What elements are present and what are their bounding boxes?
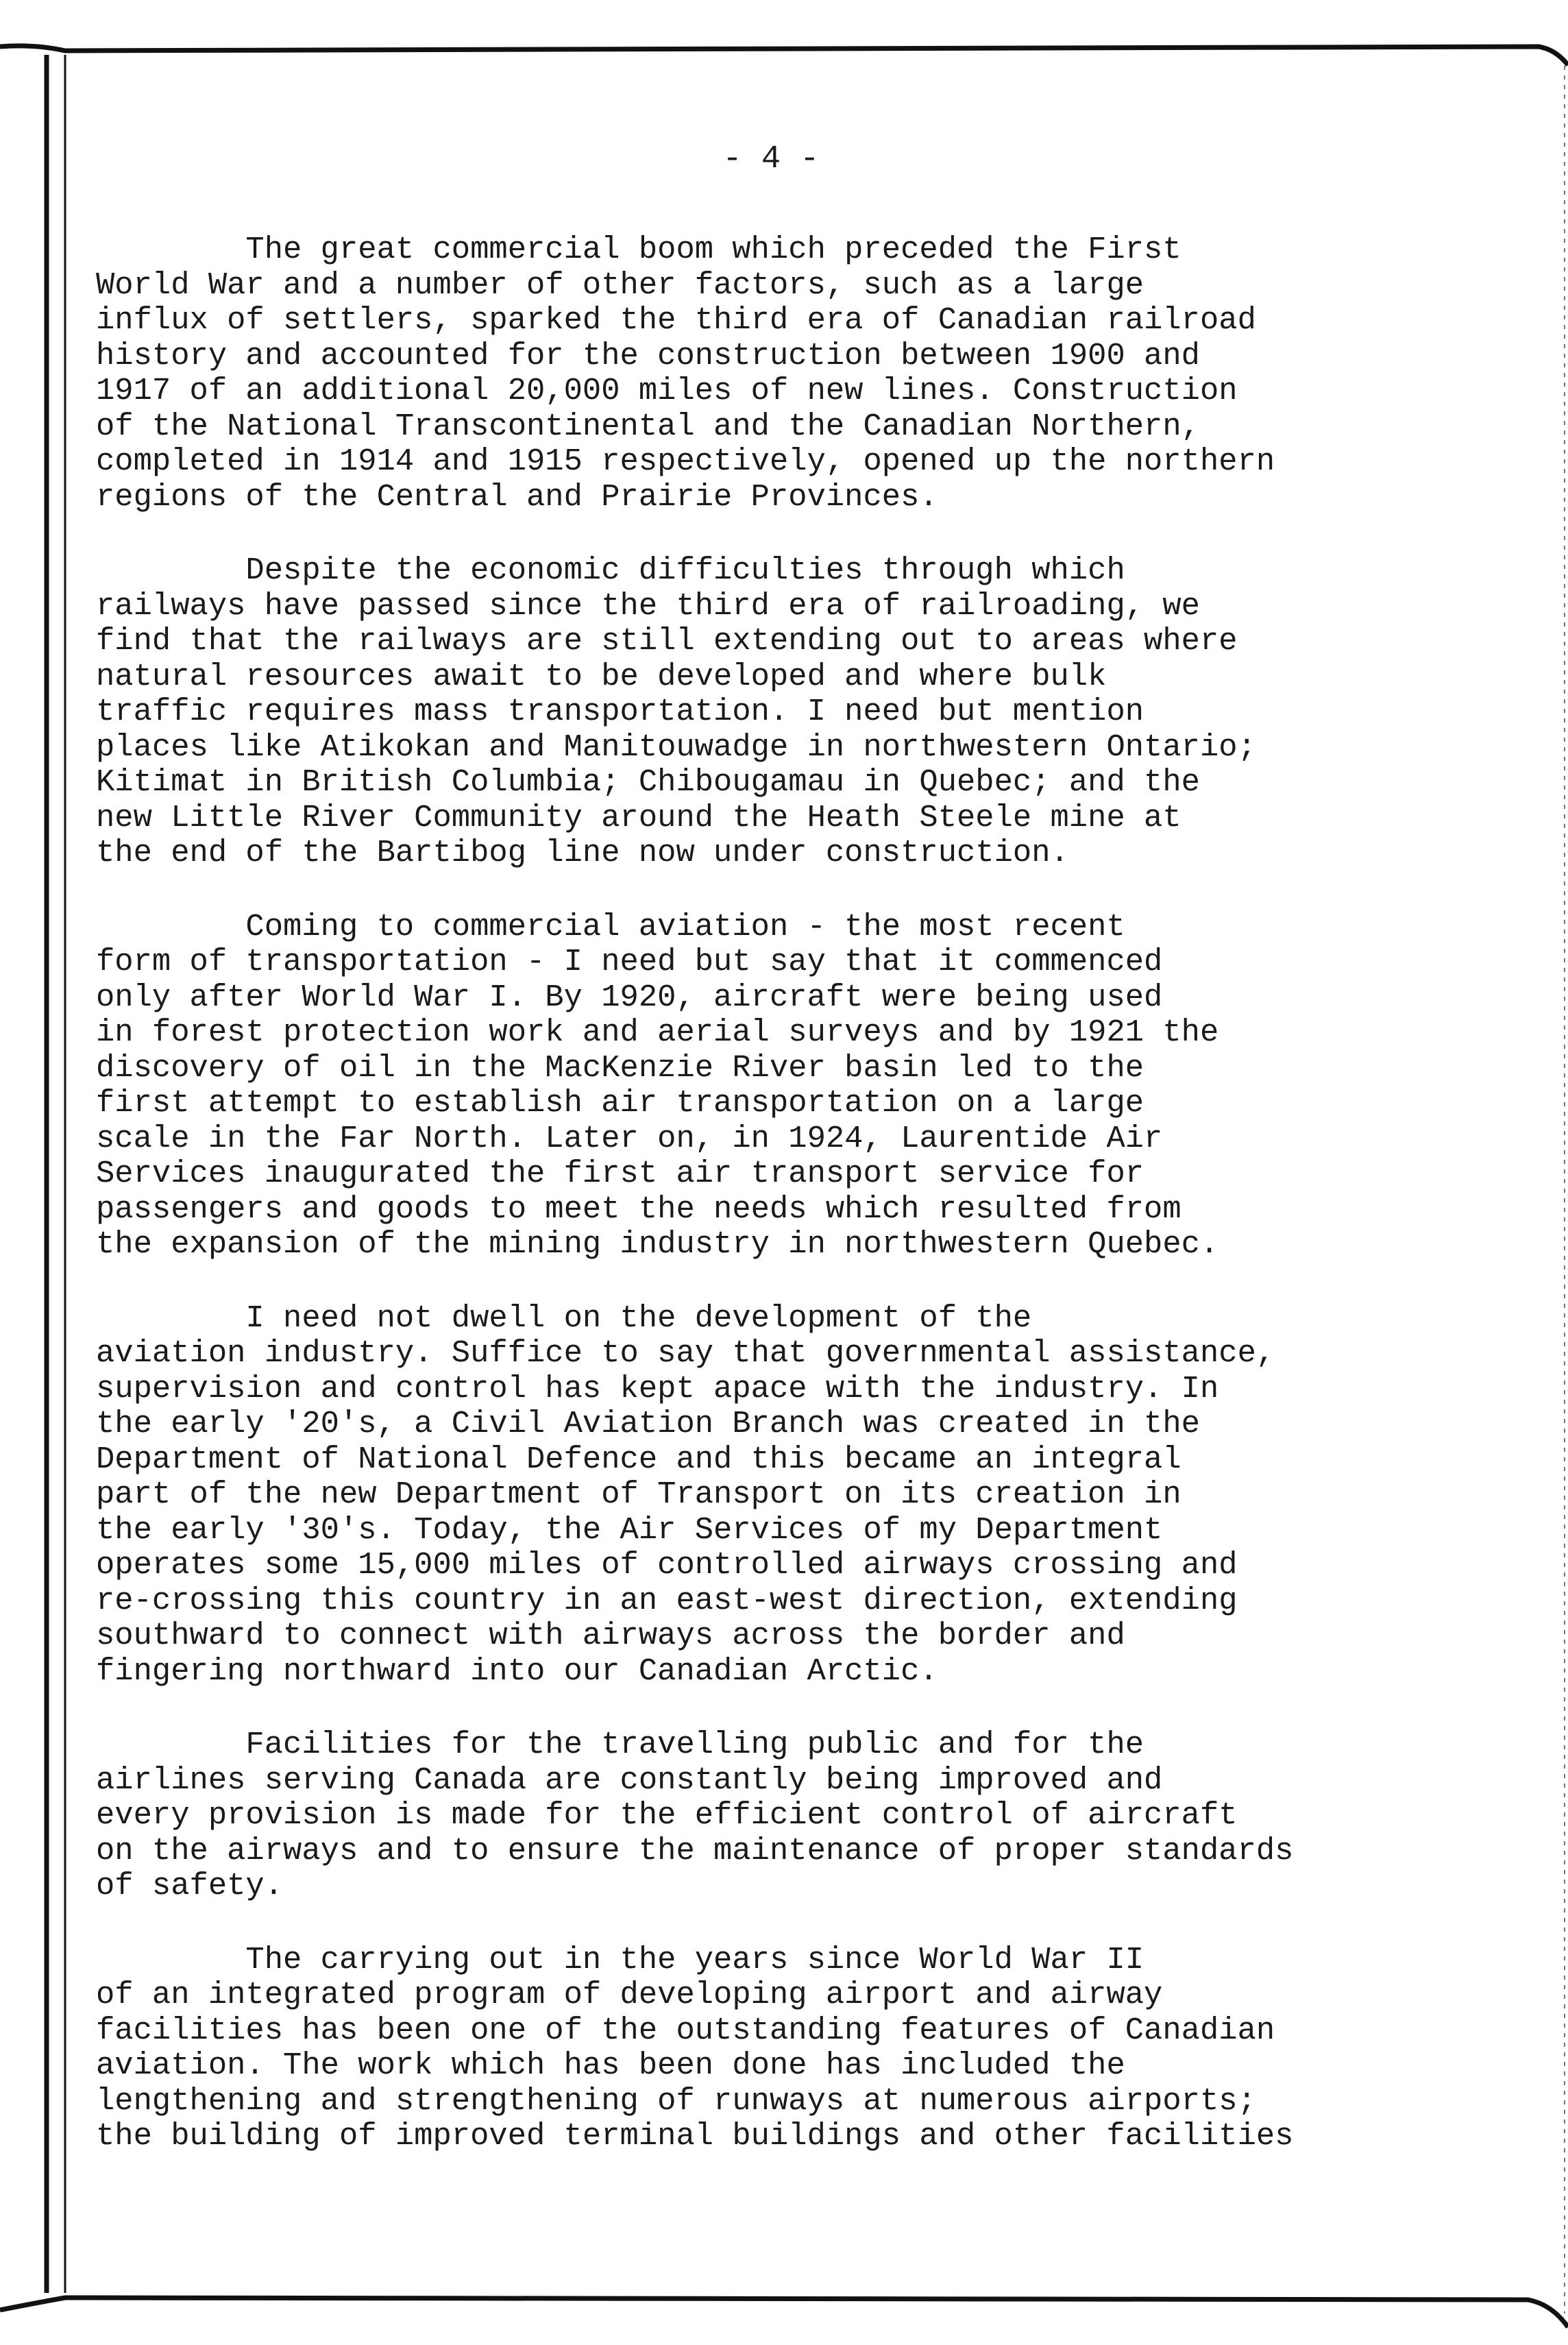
text-line: first attempt to establish air transportation on a large	[96, 1085, 1144, 1121]
text-line: fingering northward into our Canadian Arctic.	[96, 1653, 938, 1689]
text-line: scale in the Far North. Later on, in 1924, Laurentide Air	[96, 1120, 1163, 1156]
paragraph-railroad-boom	[96, 232, 1508, 515]
text-line: the early '20's, a Civil Aviation Branch was created in the	[96, 1406, 1200, 1442]
text-line: natural resources await to be developed and where bulk	[96, 658, 1107, 694]
text-line: Facilities for the travelling public and for the	[96, 1727, 1144, 1762]
text-line: lengthening and strengthening of runways at numerous airports;	[96, 2082, 1256, 2119]
text-line: Coming to commercial aviation - the most recent	[96, 908, 1125, 945]
text-line: re-crossing this country in an east-west direction, extending	[96, 1582, 1238, 1618]
text-line: southward to connect with airways across the border and	[96, 1618, 1125, 1653]
text-line: the expansion of the mining industry in northwestern Quebec.	[96, 1226, 1219, 1262]
text-line: supervision and control has kept apace with the industry. In	[96, 1370, 1219, 1407]
text-line: of safety.	[96, 1868, 284, 1904]
text-line: aviation. The work which has been done has included the	[96, 2048, 1125, 2083]
text-line: passengers and goods to meet the needs which resulted from	[96, 1191, 1181, 1227]
text-line: in forest protection work and aerial surveys and by 1921 the	[96, 1014, 1219, 1050]
text-line: facilities has been one of the outstanding features of Canadian	[96, 2012, 1275, 2048]
text-line: Department of National Defence and this became an integral	[96, 1441, 1181, 1477]
text-line: traffic requires mass transportation. I need but mention	[96, 694, 1144, 729]
paragraph-facilities	[96, 1727, 1508, 1904]
text-line: the early '30's. Today, the Air Services of my Department	[96, 1511, 1163, 1548]
text-line: The carrying out in the years since World War II	[96, 1941, 1144, 1978]
text-line: find that the railways are still extending out to areas where	[96, 623, 1238, 659]
paragraph-aviation-industry	[96, 1301, 1508, 1690]
text-line: completed in 1914 and 1915 respectively, opened up the northern	[96, 444, 1275, 479]
paragraph-railways-extending	[96, 553, 1508, 871]
text-line: history and accounted for the construction between 1900 and	[96, 337, 1200, 374]
text-line: airlines serving Canada are constantly being improved and	[96, 1762, 1163, 1798]
text-line: places like Atikokan and Manitouwadge in northwestern Ontario;	[96, 729, 1256, 765]
text-line: discovery of oil in the MacKenzie River basin led to the	[96, 1049, 1144, 1086]
text-line: railways have passed since the third era of railroading, we	[96, 587, 1200, 624]
text-line: new Little River Community around the Heath Steele mine at	[96, 799, 1181, 836]
text-line: World War and a number of other factors, such as a large	[96, 267, 1144, 303]
text-line: part of the new Department of Transport on its creation in	[96, 1477, 1181, 1512]
text-line: only after World War I. By 1920, aircraft were being used	[96, 979, 1163, 1015]
page-number: - 4 -	[722, 141, 820, 178]
document-body	[96, 141, 1508, 2193]
text-line: on the airways and to ensure the maintenance of proper standards	[96, 1832, 1294, 1869]
text-line: The great commercial boom which preceded the First	[96, 232, 1181, 267]
text-line: the building of improved terminal buildings and other facilities	[96, 2118, 1294, 2154]
text-line: 1917 of an additional 20,000 miles of new lines. Construction	[96, 373, 1238, 409]
paragraph-integrated-program	[96, 1943, 1508, 2154]
text-line: I need not dwell on the development of the	[96, 1300, 1032, 1336]
text-line: of an integrated program of developing airport and airway	[96, 1977, 1163, 2013]
paragraph-commercial-aviation	[96, 910, 1508, 1263]
text-line: the end of the Bartibog line now under construction.	[96, 835, 1069, 871]
text-line: Services inaugurated the first air transport service for	[96, 1156, 1144, 1191]
text-line: influx of settlers, sparked the third era of Canadian railroad	[96, 302, 1256, 338]
text-line: every provision is made for the efficient control of aircraft	[96, 1797, 1238, 1833]
text-line: of the National Transcontinental and the Canadian Northern,	[96, 408, 1200, 444]
text-line: aviation industry. Suffice to say that governmental assistance,	[96, 1335, 1275, 1371]
text-line: regions of the Central and Prairie Provinces.	[96, 478, 938, 515]
text-line: form of transportation - I need but say that it commenced	[96, 944, 1163, 980]
text-line: Despite the economic difficulties through which	[96, 552, 1125, 588]
text-line: operates some 15,000 miles of controlled airways crossing and	[96, 1547, 1238, 1583]
text-line: Kitimat in British Columbia; Chibougamau in Quebec; and the	[96, 764, 1200, 800]
